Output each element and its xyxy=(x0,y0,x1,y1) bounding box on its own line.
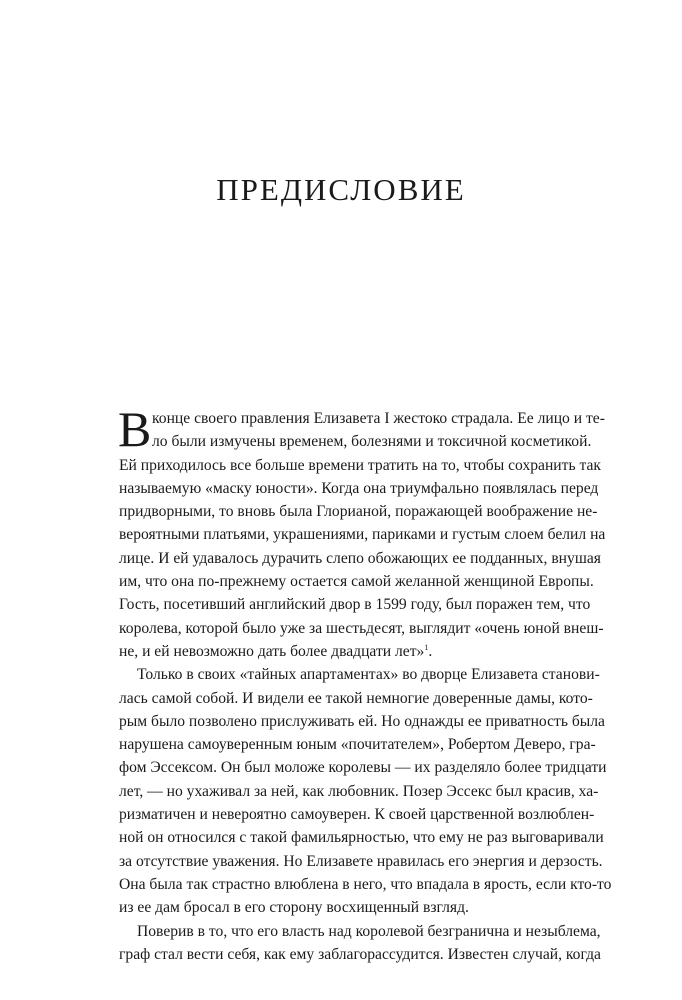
text-line: Только в своих «тайных апартаментах» во дворце Елизавета станови- xyxy=(137,666,600,684)
text-line: за отсутствие уважения. Но Елизавете нравилась его энергия и дерзость. xyxy=(119,852,603,870)
text-line: не, и ей невозможно дать более двадцати лет»$^1$. xyxy=(119,642,433,660)
text-line: ной он относился с такой фамильярностью, что ему не раз выговаривали xyxy=(119,829,604,847)
page-title: ПРЕДИСЛОВИЕ xyxy=(216,172,466,207)
paragraph-3 xyxy=(119,920,601,967)
text-line: называемую «маску юности». Когда она триумфально появлялась перед xyxy=(119,479,599,497)
paragraph-1 xyxy=(118,401,606,663)
text-line: придворными, то вновь была Глорианой, поражающей воображение не- xyxy=(119,503,598,521)
text-line: ло были измучены временем, болезнями и токсичной косметикой. xyxy=(152,433,592,451)
text-line: вероятными платьями, украшениями, париками и густым слоем белил на xyxy=(119,526,606,544)
text-line: ризматичен и невероятно самоуверен. К своей царственной возлюблен- xyxy=(119,806,595,824)
text-line: фом Эссексом. Он был моложе королевы — их разделяло более тридцати xyxy=(119,759,607,777)
text-line: им, что она по-прежнему остается самой желанной женщиной Европы. xyxy=(119,573,594,591)
paragraph-2 xyxy=(119,663,612,919)
text-line: Поверив в то, что его власть над королевой безгранична и незыблема, xyxy=(137,922,601,940)
text-line: лась самой собой. И видели ее такой немногие доверенные дамы, кото- xyxy=(119,689,593,707)
text-line: Гость, посетивший английский двор в 1599 году, был поражен тем, что xyxy=(119,596,591,614)
text-line: из ее дам бросал в его сторону восхищенный взгляд. xyxy=(119,899,469,917)
text-line: лет, — но ухаживал за ней, как любовник. Позер Эссекс был красив, ха- xyxy=(119,782,599,800)
body-text xyxy=(118,401,612,966)
text-line: Она была так страстно влюблена в него, что впадала в ярость, если кто-то xyxy=(119,875,612,893)
text-line: конце своего правления Елизавета I жестоко страдала. Ее лицо и те- xyxy=(152,410,605,427)
text-line: рым было позволено прислуживать ей. Но однажды ее приватность была xyxy=(119,712,605,730)
drop-cap: В xyxy=(118,401,152,457)
footnote-marker[interactable]: 1 xyxy=(424,642,429,652)
text-line: лице. И ей удавалось дурачить слепо обожающих ее подданных, внушая xyxy=(119,549,601,567)
text-line: граф стал вести себя, как ему заблагорассудится. Известен случай, когда xyxy=(119,945,601,963)
text-line: Ей приходилось все больше времени тратить на то, чтобы сохранить так xyxy=(119,456,601,474)
text-line: королева, которой было уже за шестьдесят, выглядит «очень юной внеш- xyxy=(119,619,604,637)
text-line: нарушена самоуверенным юным «почитателем», Робертом Деверо, гра- xyxy=(119,736,596,754)
text-line-content: не, и ей невозможно дать более двадцати лет» xyxy=(119,642,425,660)
